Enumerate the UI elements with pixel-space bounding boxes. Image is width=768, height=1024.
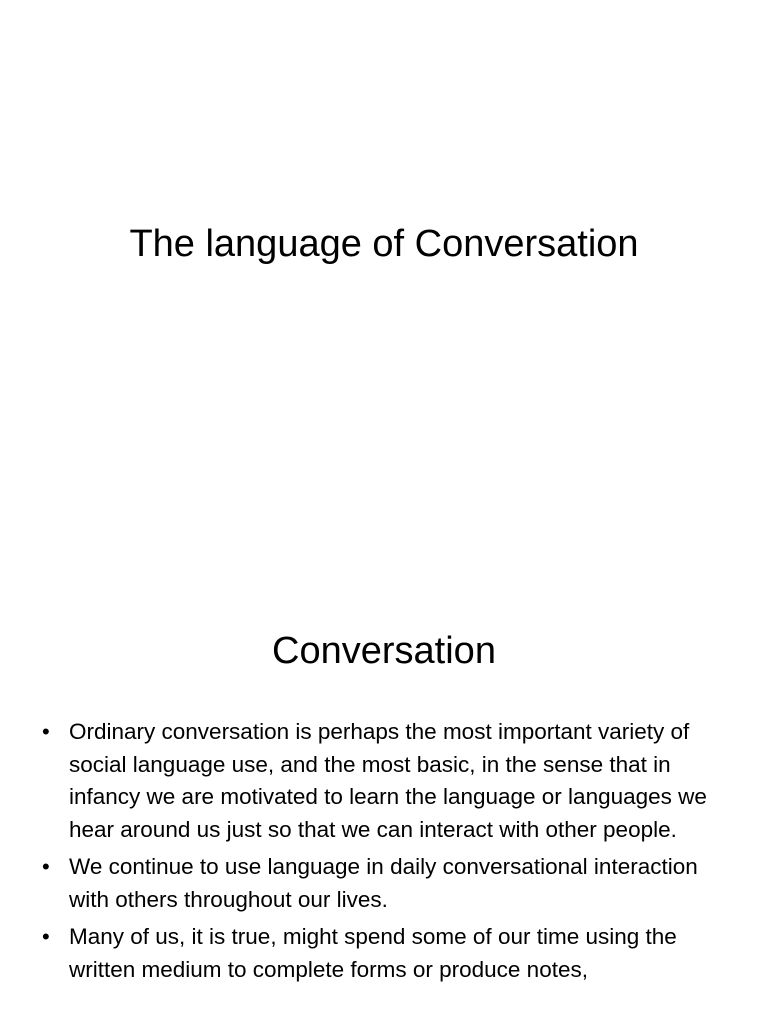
bullet-icon: •: [42, 719, 50, 744]
bullet-item: [40, 851, 730, 916]
bullet-list: [40, 716, 730, 991]
slide-heading: Conversation: [272, 630, 496, 672]
slide-title-text: The language of Conversation: [129, 223, 639, 265]
bullet-item: [40, 921, 730, 986]
bullet-text: We continue to use language in daily conversational interaction with others throughout our lives.: [69, 854, 698, 912]
slide-conversation: [0, 576, 768, 1024]
bullet-icon: •: [42, 854, 50, 879]
bullet-text: Ordinary conversation is perhaps the most important variety of social language use, and the most basic, in the sense that in infancy we are motivated to learn the language or languages we hear around us just so that we can interact with other people.: [69, 719, 707, 842]
bullet-text: Many of us, it is true, might spend some of our time using the written medium to complete forms or produce notes,: [69, 924, 677, 982]
bullet-icon: •: [42, 924, 50, 949]
bullet-item: [40, 716, 730, 846]
